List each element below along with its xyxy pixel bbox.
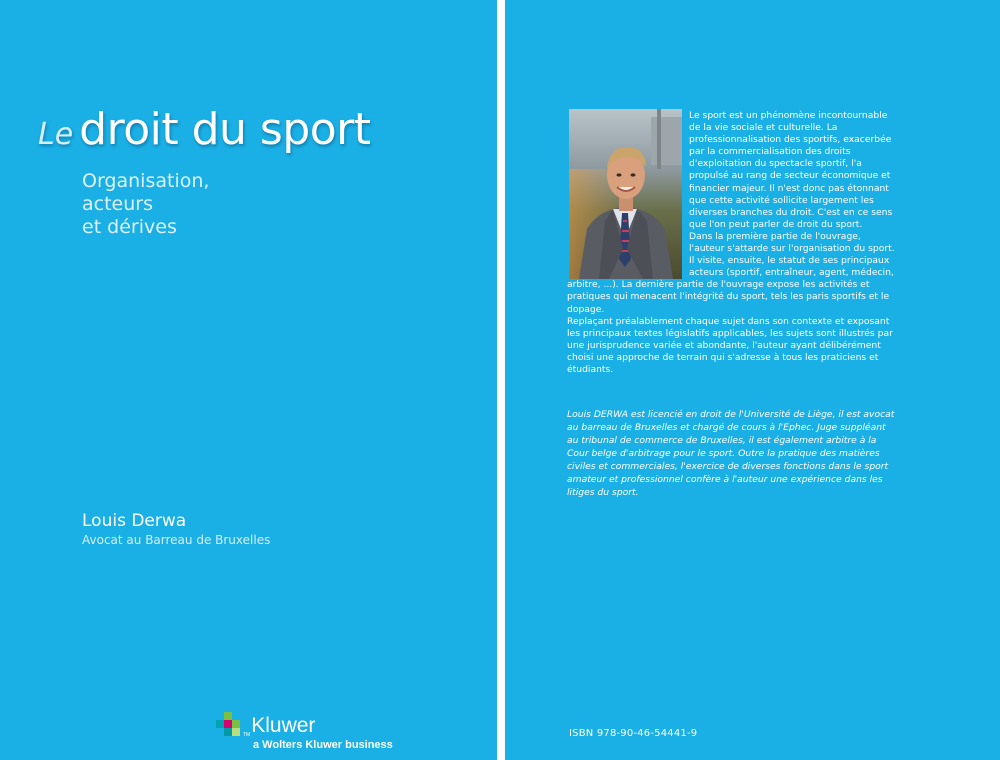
- title-prefix: Le: [38, 117, 74, 152]
- subtitle-line: acteurs: [82, 193, 153, 215]
- summary-paragraph: Dans la première partie de l'ouvrage, l'auteur s'attarde sur l'organisation du sport. Il visite, ensuite, le statut de ses principaux acteurs (sportif, entraîneur, agent, médecin, arbitre, ...). La dernière partie de l'ouvrage expose les activités et pratiques qui menacent l'intégrité du sport, tels les paris sportifs et le dopage.: [567, 230, 895, 315]
- author-role: Avocat au Barreau de Bruxelles: [82, 533, 271, 547]
- book-title: [38, 104, 371, 155]
- back-cover: [505, 0, 1000, 760]
- subtitle-line: et dérives: [82, 216, 177, 238]
- trademark-mark: TM: [243, 732, 251, 738]
- publisher-name: [243, 714, 315, 738]
- kluwer-pixel-logo-icon: [216, 712, 240, 736]
- subtitle-line: Organisation,: [82, 170, 210, 192]
- summary-paragraph: Replaçant préalablement chaque sujet dans son contexte et exposant les principaux textes législatifs applicables, les sujets sont illustrés par une jurisprudence variée et abondante, l'auteur ayant délibérément choisi une approche de terrain qui s'adresse à tous les praticiens et étudiants.: [567, 315, 893, 375]
- isbn: ISBN 978-90-46-54441-9: [569, 728, 698, 739]
- photo-spacer: [567, 110, 689, 270]
- publisher-name-text: Kluwer: [251, 714, 316, 737]
- front-cover: [0, 0, 497, 760]
- summary-paragraph: Le sport est un phénomène incontournable de la vie sociale et culturelle. La professionnalisation des sportifs, exacerbée par la commercialisation des droits d'exploitation du spectacle sportif, l'a propulsé au rang de secteur économique et financier majeur. Il n'est donc pas étonnant que cette activité sollicite largement les diverses branches du droit. C'est en ce sens que l'on peut parler de droit du sport.: [689, 110, 893, 230]
- author-bio: Louis DERWA est licencié en droit de l'Université de Liège, il est avocat au barreau de Bruxelles et chargé de cours à l'Ephec. Juge suppléant au tribunal de commerce de Bruxelles, il est également arbitre à la Cour belge d'arbitrage pour le sport. Outre la pratique des matières civiles et commerciales, l'exercice de diverses fonctions dans le sport amateur et professionnel confère à l'auteur une expérience dans les litiges du sport.: [567, 409, 895, 498]
- publisher-tagline: a Wolters Kluwer business: [253, 739, 393, 751]
- book-summary: [567, 110, 896, 376]
- author-name: Louis Derwa: [82, 511, 187, 531]
- book-subtitle: [82, 170, 209, 239]
- title-main: droit du sport: [79, 104, 371, 155]
